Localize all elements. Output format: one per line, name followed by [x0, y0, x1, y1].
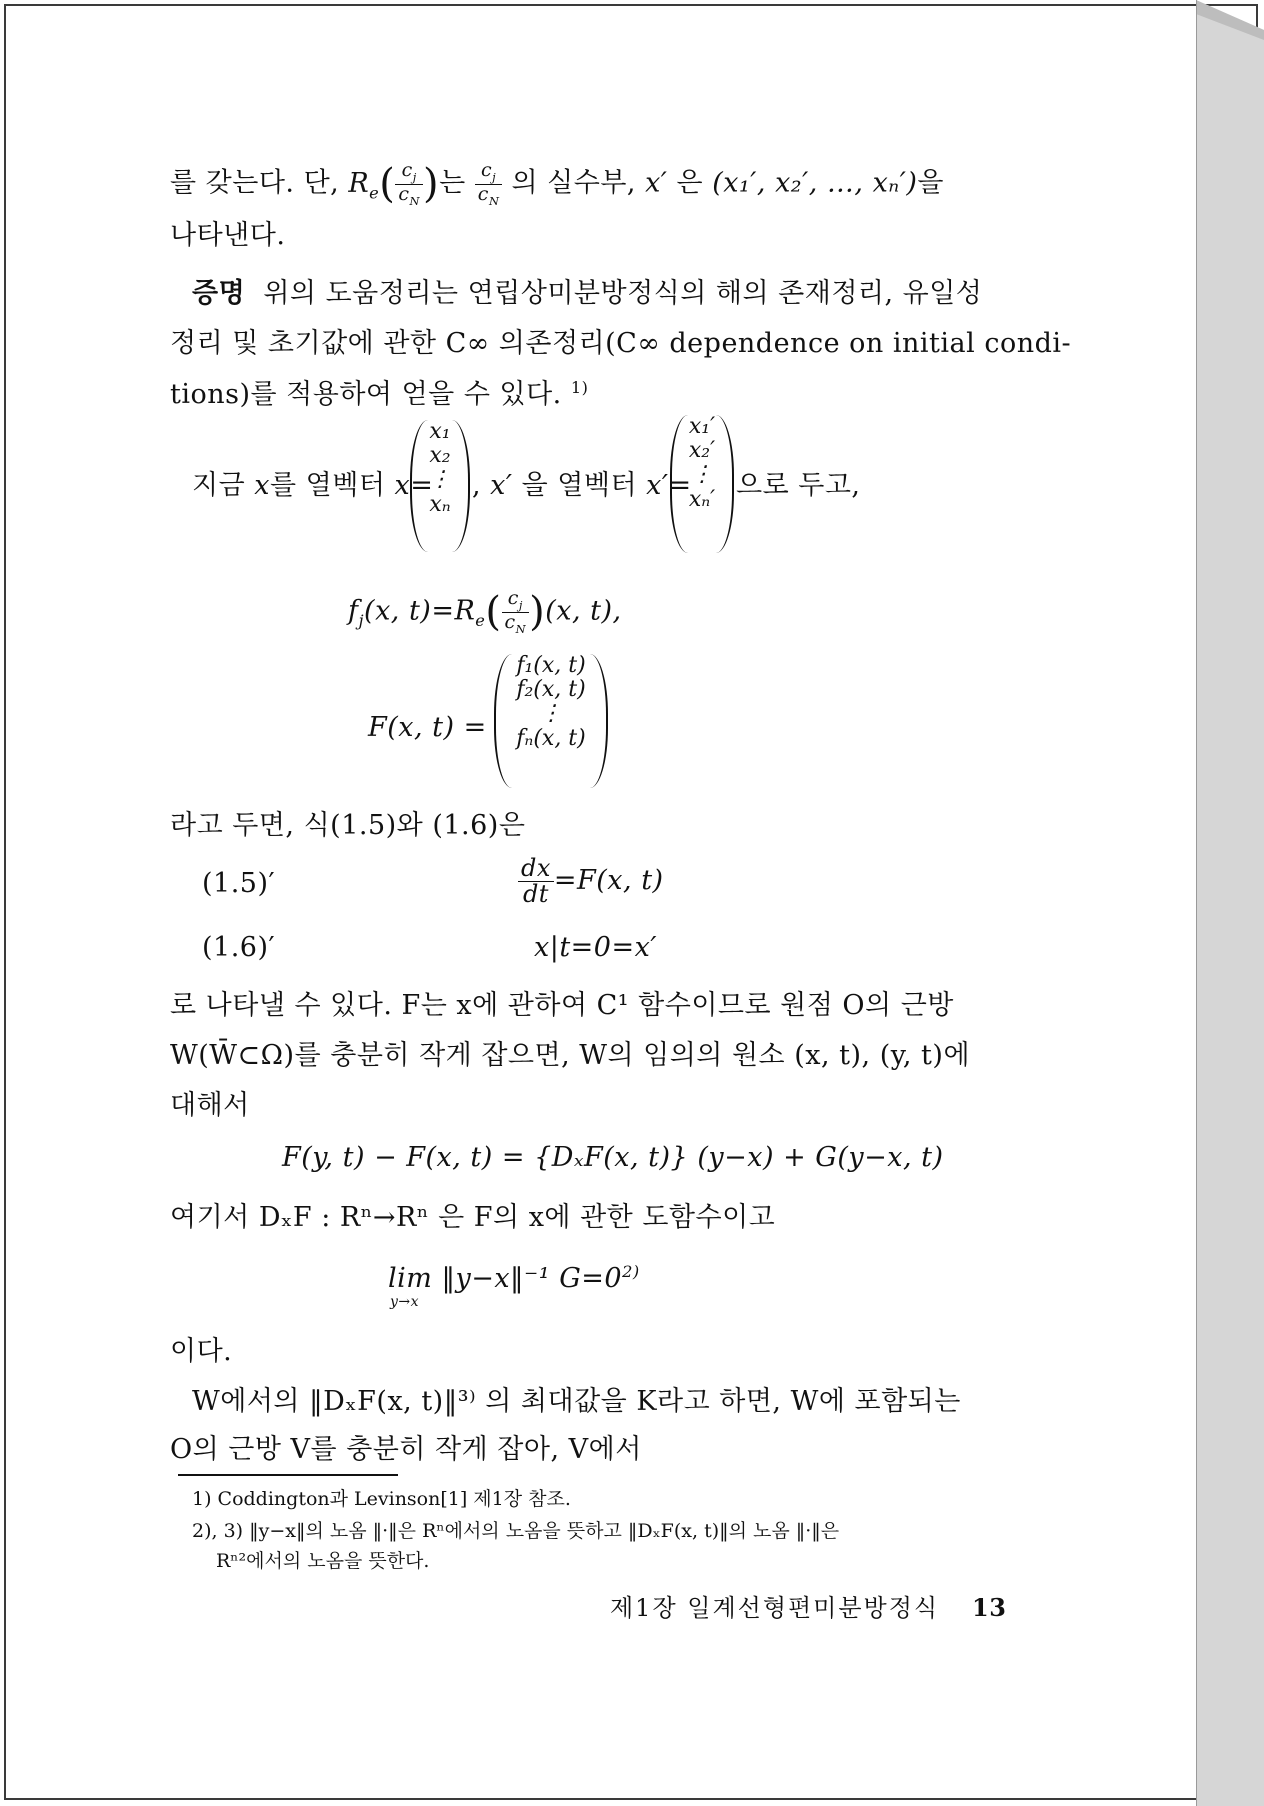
matrix-entry: x₁	[429, 419, 451, 444]
text-span: 를 갖는다. 단,	[170, 167, 349, 199]
footnote-1: 1) Coddington과 Levinson[1] 제1장 참조.	[192, 1488, 571, 1510]
equation-label-1-6: (1.6)′	[202, 932, 276, 963]
book-spine	[1196, 0, 1264, 1806]
text-span: 은	[667, 167, 713, 199]
text-span: 의 실수부,	[502, 167, 646, 199]
matrix-entry: ⋮	[691, 462, 713, 488]
text-line-2: 나타낸다.	[170, 220, 286, 251]
column-vector-x-prime	[670, 415, 734, 553]
equation-1-6: x|t=0=x′	[534, 932, 657, 963]
column-vector-F	[494, 654, 608, 788]
footnote-ref: 1)	[570, 378, 589, 397]
matrix-entry: fₙ(x, t)	[516, 725, 586, 751]
text-line-ida: 이다.	[170, 1336, 233, 1367]
vector-definition-line: 지금 x를 열벡터 x=	[192, 470, 434, 501]
text-line-ragodumyeon: 라고 두면, 식(1.5)와 (1.6)은	[170, 810, 526, 841]
equation-main: F(y, t) − F(x, t) = {DₓF(x, t)} (y−x) + G(y−x, t)	[282, 1142, 944, 1173]
text-line-1: 를 갖는다. 단, $R_e$( $\frac{c_j}{c_N}$ )는 $\frac{c_j}{c_N}$ 의 실수부, x′ 은 (x₁′, x₂′, …, xₙ′)을	[170, 158, 945, 208]
equation-label-1-5: (1.5)′	[202, 868, 276, 899]
proof-paragraph-line-3	[170, 378, 588, 411]
text-span: lim ‖y−x‖⁻¹ G=0	[388, 1263, 623, 1294]
text-span: 를 열벡터	[269, 470, 395, 501]
matrix-entry: x₂′	[688, 438, 716, 464]
text-span: ,	[472, 470, 491, 501]
matrix-entry: xₙ′	[688, 486, 716, 512]
text-span: 을 열벡터	[512, 470, 647, 501]
equation-fj-source	[20, 10, 21, 11]
proof-paragraph-line-2: 정리 및 초기값에 관한 C∞ 의존정리(C∞ dependence on initial condi-	[170, 328, 1072, 359]
book-page	[20, 10, 1196, 1794]
matrix-entry: f₁(x, t)	[516, 653, 586, 678]
footnote-2-line-2: Rⁿ²에서의 노옴을 뜻한다.	[216, 1550, 430, 1572]
matrix-entry: x₂	[429, 443, 451, 469]
text-line-yeogiseo: 여기서 DₓF : Rⁿ→Rⁿ 은 F의 x에 관한 도함수이고	[170, 1202, 776, 1233]
equation-fj: $f_j(x$, $t)=R_e$( $\frac{c_j}{c_N}$ )(x, t),	[348, 586, 622, 636]
footnote-ref: 2)	[622, 1262, 640, 1281]
text-span: tions)를 적용하여 얻을 수 있다.	[170, 379, 562, 410]
paragraph-2-line-3: 대해서	[170, 1090, 250, 1121]
matrix-entry: ⋮	[429, 467, 451, 493]
running-footer: 제1장 일계선형편미분방정식	[610, 1594, 940, 1622]
equation-limit-subscript: y→x	[390, 1294, 420, 1310]
matrix-entry: ⋮	[540, 701, 562, 727]
vector-definition-line-mid: , x′ 을 열벡터 x′=	[472, 470, 692, 501]
text-span: 위의 도움정리는 연립상미분방정식의 해의 존재정리, 유일성	[263, 278, 983, 309]
page-number: 13	[972, 1593, 1007, 1622]
paragraph-2-line-1: 로 나타낼 수 있다. F는 x에 관하여 C¹ 함수이므로 원점 O의 근방	[170, 990, 954, 1021]
equation-F-lhs: F(x, t) =	[368, 712, 487, 743]
paragraph-3-line-2: O의 근방 V를 충분히 작게 잡아, V에서	[170, 1434, 642, 1465]
text-span: 지금	[192, 470, 255, 501]
paragraph-2-line-2: W(W̄⊂Ω)를 충분히 작게 잡으면, W의 임의의 원소 (x, t), (y, t)에	[170, 1040, 971, 1071]
proof-paragraph-line-1	[192, 278, 982, 310]
text-span: 는	[439, 167, 475, 199]
equation-1-5: $\frac{dx}{dt}$ =F(x, t)	[518, 856, 664, 907]
text-span: 을	[917, 167, 945, 199]
text-span: =F(x, t)	[553, 865, 664, 897]
column-vector-x	[410, 420, 470, 552]
equation-limit	[388, 1262, 640, 1295]
paragraph-3-line-1: W에서의 ‖DₓF(x, t)‖³⁾ 의 최대값을 K라고 하면, W에 포함되는	[192, 1386, 961, 1417]
proof-label: 증명	[192, 278, 246, 309]
matrix-entry: xₙ	[429, 491, 451, 517]
matrix-entry: x₁′	[688, 414, 716, 439]
footnote-2-line-1: 2), 3) ‖y−x‖의 노옴 ‖·‖은 Rⁿ에서의 노옴을 뜻하고 ‖DₓF(x, t)‖의 노옴 ‖·‖은	[192, 1520, 840, 1542]
footnote-separator	[178, 1474, 398, 1476]
vector-definition-line-end: 으로 두고,	[736, 470, 861, 501]
matrix-entry: f₂(x, t)	[516, 677, 586, 703]
